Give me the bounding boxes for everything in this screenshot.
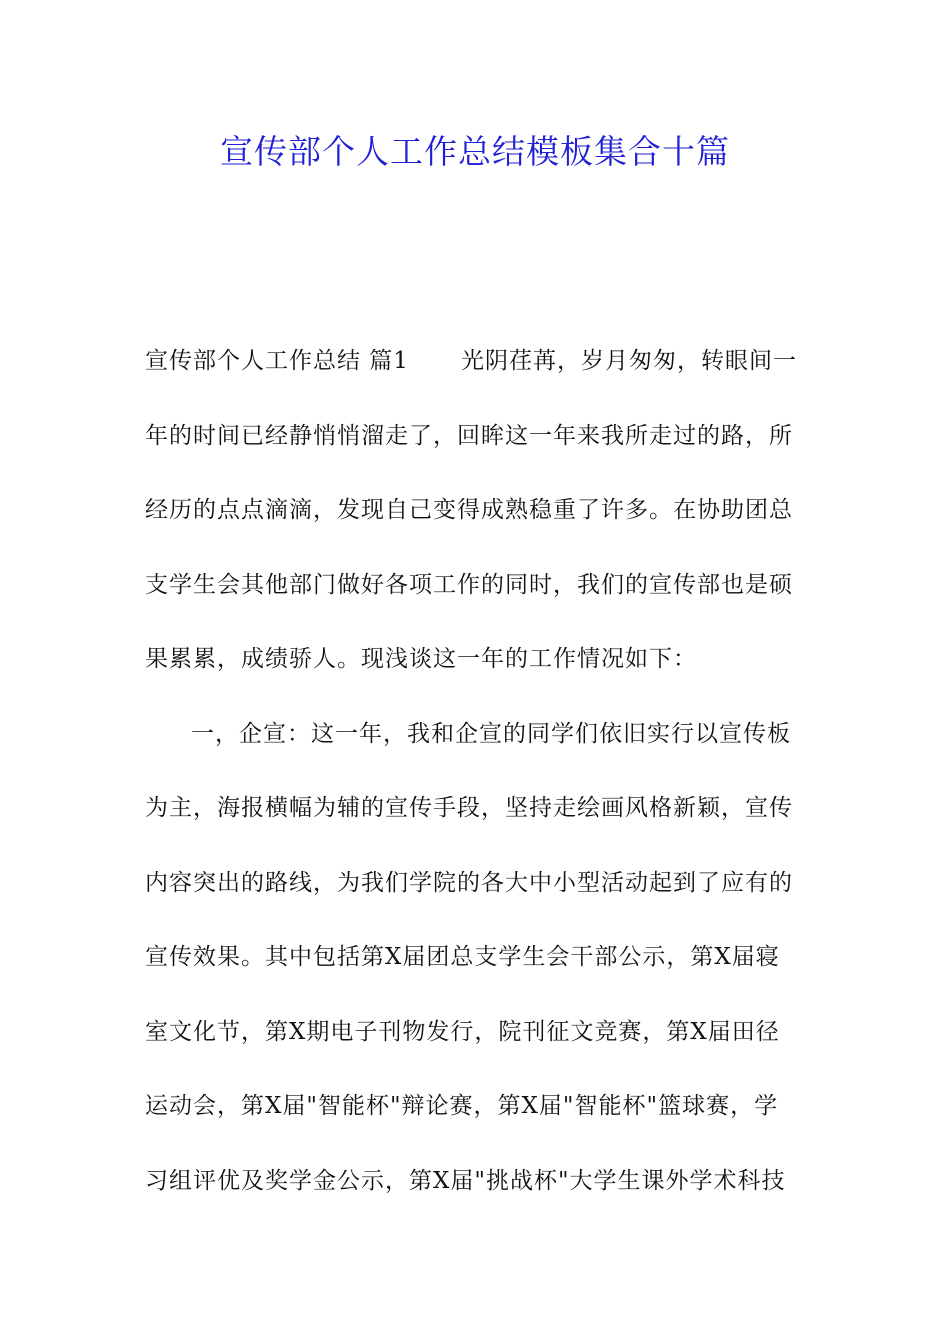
text-line: 运动会，第X届"智能杯"辩论赛，第X届"智能杯"篮球赛，学 <box>145 1093 779 1119</box>
text-line: 一，企宣：这一年，我和企宣的同学们依旧实行以宣传板 <box>191 720 791 747</box>
text-line: 宣传效果。其中包括第X届团总支学生会干部公示，第X届寝 <box>145 944 780 970</box>
text-line: 年的时间已经静悄悄溜走了，回眸这一年来我所走过的路，所 <box>145 422 793 449</box>
line-text: 光阴荏苒，岁月匆匆，转眼间一 <box>460 348 797 374</box>
document-title: 宣传部个人工作总结模板集合十篇 <box>220 132 730 171</box>
text-line <box>145 337 810 412</box>
document-body <box>145 337 810 1231</box>
text-line: 经历的点点滴滴，发现自己变得成熟稳重了许多。在协助团总 <box>145 497 793 523</box>
text-line: 支学生会其他部门做好各项工作的同时，我们的宣传部也是硕 <box>145 571 793 598</box>
text-line: 习组评优及奖学金公示，第X届"挑战杯"大学生课外学术科技 <box>145 1167 786 1194</box>
text-line: 内容突出的路线，为我们学院的各大中小型活动起到了应有的 <box>145 869 793 896</box>
section-heading: 宣传部个人工作总结 篇1 <box>145 348 409 374</box>
text-line: 果累累，成绩骄人。现浅谈这一年的工作情况如下： <box>145 646 697 672</box>
text-line: 为主，海报横幅为辅的宣传手段，坚持走绘画风格新颖，宣传 <box>145 795 793 821</box>
text-line: 室文化节，第X期电子刊物发行，院刊征文竞赛，第X届田径 <box>145 1018 780 1045</box>
